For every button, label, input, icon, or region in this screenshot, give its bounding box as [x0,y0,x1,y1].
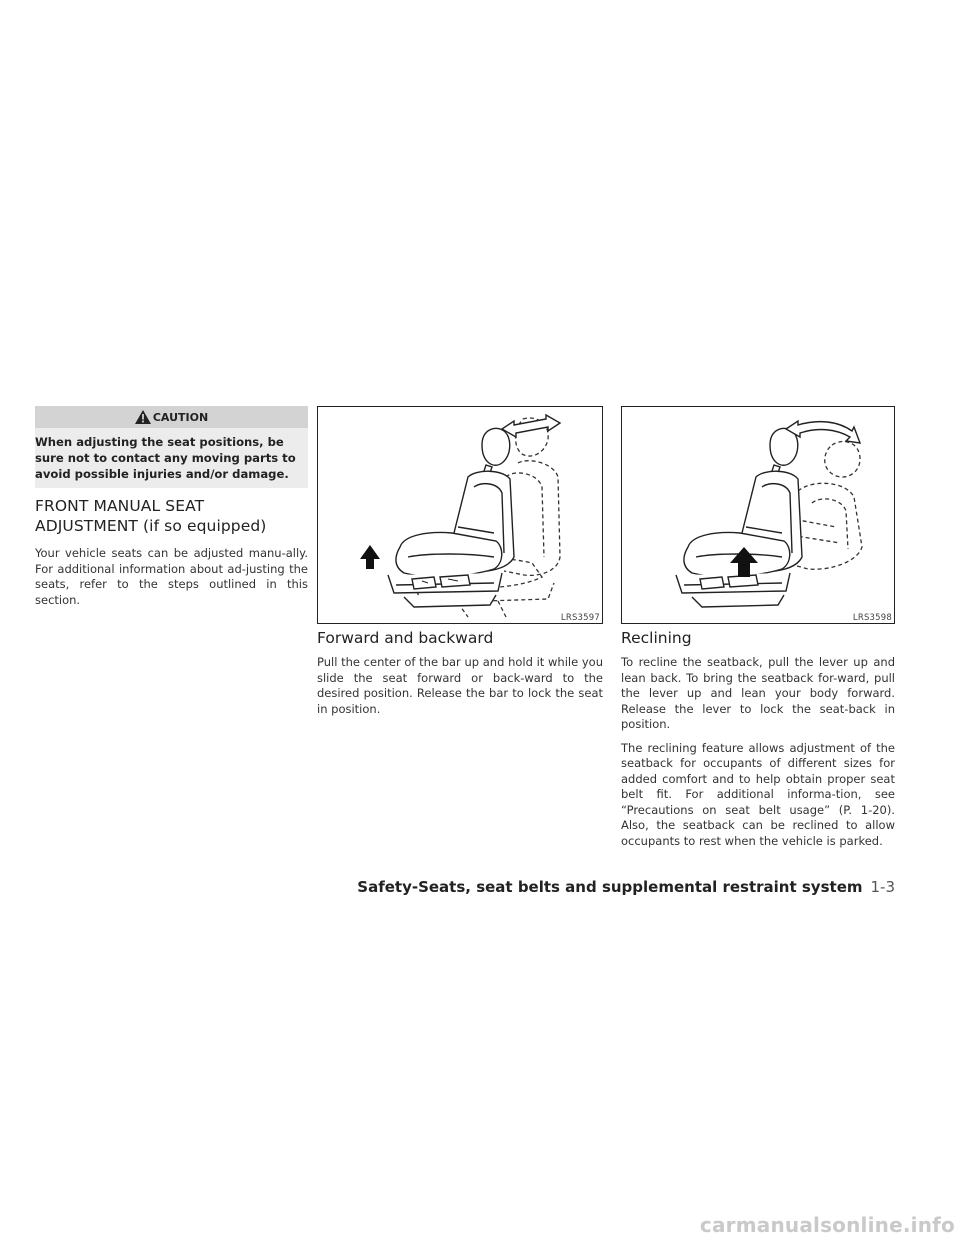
caution-header [35,406,308,428]
section-intro: Your vehicle seats can be adjusted manu-ally. For additional information about ad-justing the seats, refer to the steps outlined in this section. [35,546,308,607]
reclining-text-2: The reclining feature allows adjustment of the seatback for occupants of different sizes for added comfort and to help obtain proper seat belt fit. For additional informa-tion, see “Precautions on seat belt usage” (P. 1-20). Also, the seatback can be reclined to allow occupants to rest when the vehicle is parked. [621,740,895,848]
caution-line: avoid possible injuries and/or damage. [35,467,289,481]
arrow-up-icon [360,545,380,569]
seat-slide-illustration [318,407,604,623]
caution-line: sure not to contact any moving parts to [35,451,296,465]
caution-heading: CAUTION [152,410,209,424]
subsection-heading-reclining: Reclining [621,629,692,647]
section-title-line2: ADJUSTMENT (if so equipped) [35,517,267,535]
subsection-heading-forward: Forward and backward [317,629,494,647]
caution-text [35,428,308,488]
figure-code: LRS3598 [852,613,892,623]
figure-reclining [621,406,895,624]
caution-box [35,406,308,488]
warning-triangle-icon [135,410,151,424]
figure-forward-backward [317,406,603,624]
right-column [621,406,895,849]
figure-code: LRS3597 [560,613,600,623]
left-column [35,406,308,608]
footer-chapter-title: Safety-Seats, seat belts and supplemental restraint system [357,878,863,896]
forward-text: Pull the center of the bar up and hold it while you slide the seat forward or back-ward to the desired position. Release the bar to lock the seat in position. [317,655,603,716]
section-title [35,496,308,536]
reclining-text-1: To recline the seatback, pull the lever up and lean back. To bring the seatback for-ward, pull the lever up and lean your body forward. Release the lever to lock the seat-back in position. [621,655,895,731]
page-footer [357,878,895,896]
section-title-line1: FRONT MANUAL SEAT [35,497,205,515]
caution-line: When adjusting the seat positions, be [35,435,284,449]
watermark: carmanualsonline.info [699,1213,955,1237]
middle-column [317,406,603,717]
seat-recline-illustration [622,407,896,623]
page-number: 1-3 [870,878,895,896]
